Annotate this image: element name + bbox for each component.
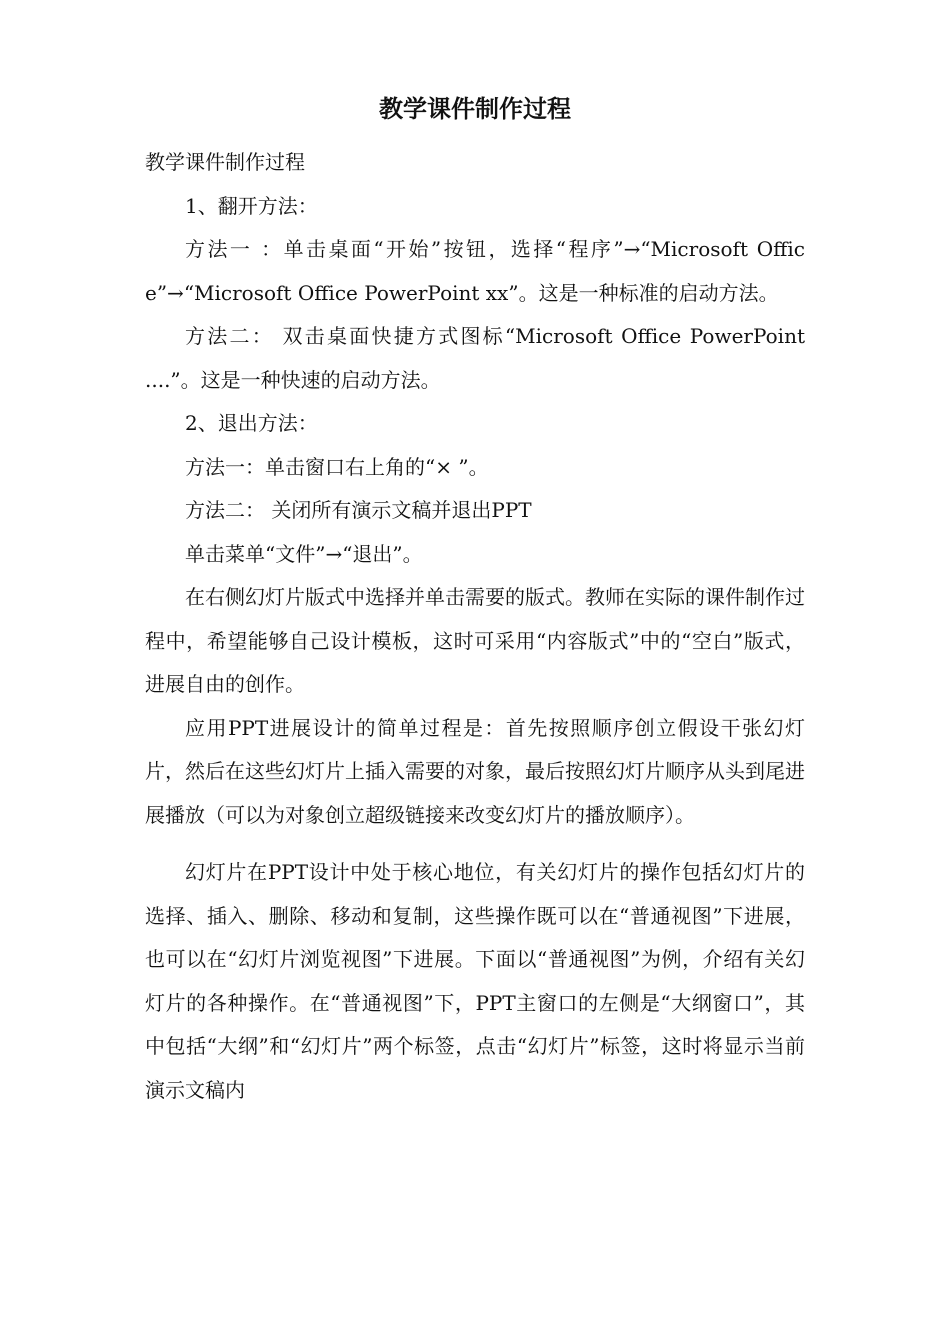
paragraph-open-method-1: 方法一 ：单击桌面“开始”按钮，选择“程序”→“Microsoft Office”→“Microsoft Office PowerPoint xx”。这是一种标准的启动方法。 bbox=[145, 237, 805, 305]
paragraph-layout-choice: 在右侧幻灯片版式中选择并单击需要的版式。教师在实际的课件制作过程中，希望能够自己设计模板，这时可采用“内容版式”中的“空白”版式，进展自由的创作。 bbox=[145, 585, 805, 696]
paragraph-exit-method-2: 方法二： 关闭所有演示文稿并退出PPT bbox=[185, 498, 532, 522]
paragraph-slide-operations: 幻灯片在PPT设计中处于核心地位，有关幻灯片的操作包括幻灯片的选择、插入、删除、移动和复制，这些操作既可以在“普通视图”下进展，也可以在“幻灯片浏览视图”下进展。下面以“普通视图”为例，介绍有关幻灯片的各种操作。在“普通视图”下，PPT主窗口的左侧是“大纲窗口”，其中包括“大纲”和“幻灯片”两个标签，点击“幻灯片”标签，这时将显示当前演示文稿内 bbox=[145, 860, 805, 1102]
document-body bbox=[145, 141, 805, 1112]
paragraph-exit-heading: 2、退出方法： bbox=[185, 411, 318, 435]
paragraph-open-method-2: 方法二： 双击桌面快捷方式图标“Microsoft Office PowerPoint ....”。这是一种快速的启动方法。 bbox=[145, 324, 805, 392]
paragraph-subtitle: 教学课件制作过程 bbox=[145, 150, 305, 174]
paragraph-open-heading: 1、翻开方法： bbox=[185, 193, 318, 218]
paragraph-exit-method-1: 方法一：单击窗口右上角的“× ”。 bbox=[185, 454, 489, 479]
document-title: 教学课件制作过程 bbox=[379, 94, 571, 123]
paragraph-design-process: 应用PPT进展设计的简单过程是：首先按照顺序创立假设干张幻灯片，然后在这些幻灯片上插入需要的对象，最后按照幻灯片顺序从头到尾进展播放（可以为对象创立超级链接来改变幻灯片的播放顺序）。 bbox=[145, 715, 805, 827]
paragraph-exit-menu: 单击菜单“文件”→“退出”。 bbox=[185, 541, 423, 566]
